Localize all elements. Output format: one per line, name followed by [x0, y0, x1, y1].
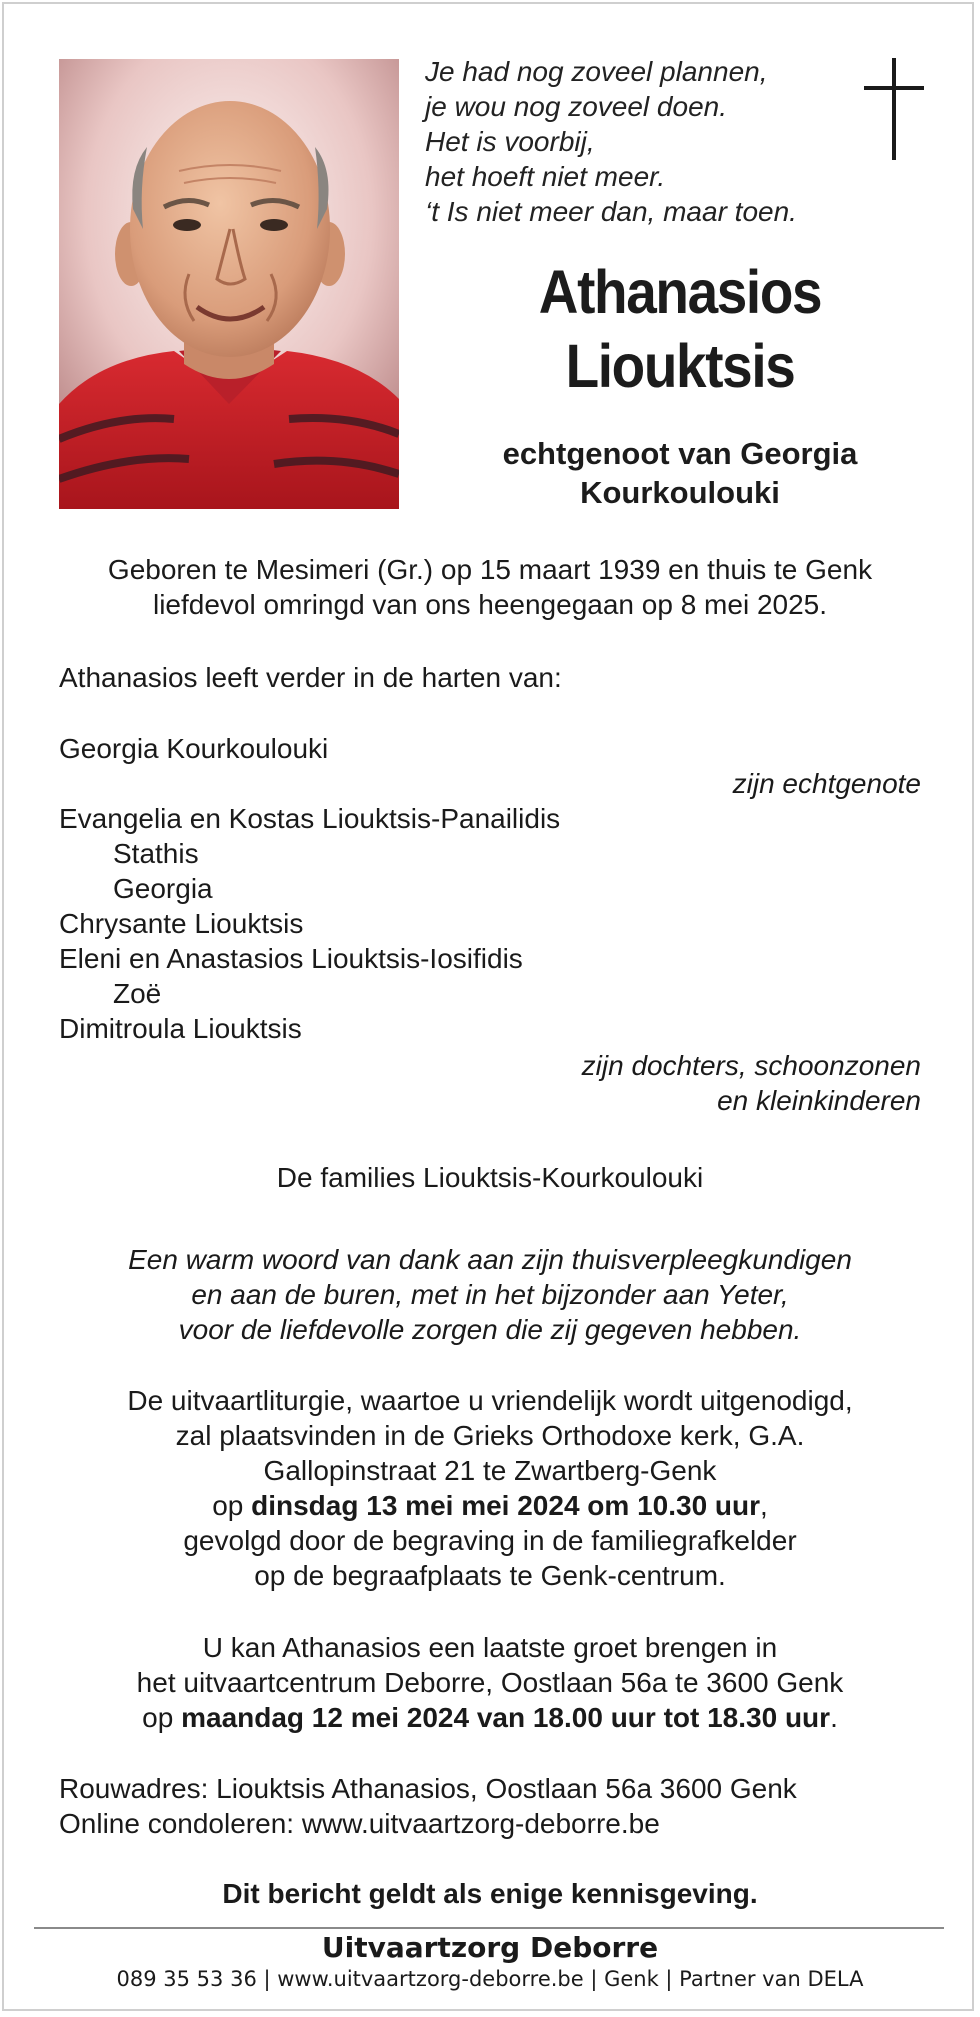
- company-contact: 089 35 53 36 | www.uitvaartzorg-deborre.be | Genk | Partner van DELA: [116, 1967, 864, 1991]
- visit-date-prefix: op: [142, 1702, 182, 1733]
- notice-line: Dit bericht geldt als enige kennisgeving.: [222, 1878, 758, 1909]
- members-role-line-1: zijn dochters, schoonzonen: [581, 1050, 921, 1081]
- address-block: [59, 1771, 797, 1841]
- company-name: Uitvaartzorg Deborre: [321, 1931, 659, 1964]
- family-spouse-role: zijn echtgenote: [732, 768, 921, 799]
- poem-line: Je had nog zoveel plannen,: [425, 56, 768, 87]
- visit-line-2: het uitvaartcentrum Deborre, Oostlaan 56a te 3600 Genk: [136, 1667, 844, 1698]
- visit-text: [30, 1630, 950, 1735]
- first-name: Athanasios: [538, 258, 822, 326]
- funeral-text: [30, 1383, 950, 1593]
- poem-line: je wou nog zoveel doen.: [425, 91, 727, 122]
- visit-date-value: maandag 12 mei 2024 van 18.00 uur tot 18.30 uur: [181, 1702, 831, 1733]
- list-item: Zoë: [113, 978, 162, 1009]
- list-item: Evangelia en Kostas Liouktsis-Panailidis: [59, 803, 561, 834]
- funeral-line-2: zal plaatsvinden in de Grieks Orthodoxe kerk, G.A.: [175, 1420, 805, 1451]
- family-spouse-name: Georgia Kourkoulouki: [59, 733, 329, 764]
- footer-divider: [34, 1927, 944, 1929]
- spouse-line-2: Kourkoulouki: [580, 475, 780, 510]
- poem: [425, 54, 865, 229]
- funeral-line-1: De uitvaartliturgie, waartoe u vriendelijk wordt uitgenodigd,: [127, 1385, 853, 1416]
- visit-date: [30, 1700, 950, 1735]
- funeral-date: [30, 1488, 950, 1523]
- families-line: De families Liouktsis-Kourkoulouki: [276, 1162, 704, 1193]
- funeral-line-5: gevolgd door de begraving in de familiegrafkelder: [183, 1525, 797, 1556]
- poem-line: ‘t Is niet meer dan, maar toen.: [425, 196, 797, 227]
- list-item: Stathis: [113, 838, 199, 869]
- funeral-date-suffix: ,: [760, 1490, 768, 1521]
- portrait-photo: [59, 59, 399, 509]
- family-members: [59, 801, 560, 1046]
- funeral-line-6: op de begraafplaats te Genk-centrum.: [254, 1560, 726, 1591]
- list-item: Chrysante Liouktsis: [59, 908, 304, 939]
- visit-date-suffix: .: [830, 1702, 838, 1733]
- birth-line-2: liefdevol omringd van ons heengegaan op 8 mei 2025.: [152, 589, 828, 620]
- survivors-intro: Athanasios leeft verder in de harten van:: [59, 662, 562, 693]
- funeral-date-prefix: op: [212, 1490, 252, 1521]
- rouwadres: Rouwadres: Liouktsis Athanasios, Oostlaan 56a 3600 Genk: [59, 1773, 797, 1804]
- members-role-line-2: en kleinkinderen: [717, 1085, 921, 1116]
- cross-icon: [864, 58, 924, 160]
- thanks-line: en aan de buren, met in het bijzonder aan Yeter,: [191, 1279, 789, 1310]
- deceased-name: [464, 255, 896, 403]
- birth-text: [30, 552, 950, 622]
- funeral-date-value: dinsdag 13 mei mei 2024 om 10.30 uur: [251, 1490, 761, 1521]
- thanks-line: voor de liefdevolle zorgen die zij gegeven hebben.: [178, 1314, 802, 1345]
- visit-line-1: U kan Athanasios een laatste groet brengen in: [202, 1632, 778, 1663]
- spouse-line-1: echtgenoot van Georgia: [502, 436, 858, 471]
- portrait-illustration: [59, 59, 399, 509]
- birth-line-1: Geboren te Mesimeri (Gr.) op 15 maart 1939 en thuis te Genk: [107, 554, 873, 585]
- poem-line: Het is voorbij,: [425, 126, 595, 157]
- poem-line: het hoeft niet meer.: [425, 161, 666, 192]
- thanks-text: [30, 1242, 950, 1347]
- thanks-line: Een warm woord van dank aan zijn thuisverpleegkundigen: [128, 1244, 852, 1275]
- spouse-line: [440, 434, 920, 512]
- last-name: Liouktsis: [565, 332, 795, 400]
- list-item: Georgia: [113, 873, 213, 904]
- list-item: Eleni en Anastasios Liouktsis-Iosifidis: [59, 943, 523, 974]
- family-members-role: [582, 1048, 921, 1118]
- funeral-line-3: Gallopinstraat 21 te Zwartberg-Genk: [263, 1455, 717, 1486]
- list-item: Dimitroula Liouktsis: [59, 1013, 302, 1044]
- online-condolence-link[interactable]: Online condoleren: www.uitvaartzorg-deborre.be: [59, 1808, 660, 1839]
